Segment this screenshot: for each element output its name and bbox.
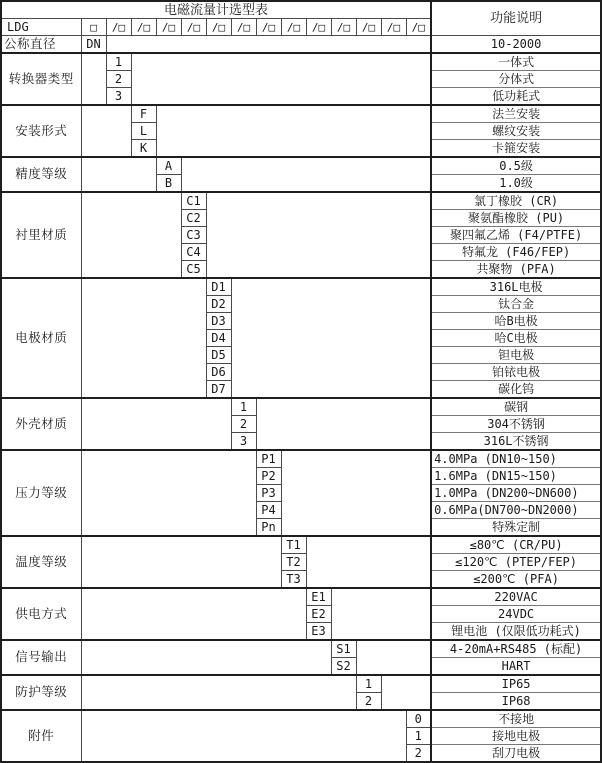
- section-label: 转换器类型: [1, 53, 81, 105]
- section-label: 衬里材质: [1, 192, 81, 278]
- code-cell: S1: [331, 640, 356, 658]
- model-code-slot: /□: [156, 19, 181, 36]
- code-cell: 2: [406, 745, 431, 763]
- function-cell: IP65: [431, 675, 601, 693]
- code-cell: A: [156, 157, 181, 175]
- function-cell: 钛合金: [431, 296, 601, 313]
- code-cell: L: [131, 123, 156, 140]
- code-cell: S2: [331, 658, 356, 676]
- function-cell: 聚氨酯橡胶 (PU): [431, 210, 601, 227]
- filler-cell: [81, 450, 256, 536]
- model-code-slot: /□: [281, 19, 306, 36]
- code-cell: C5: [181, 261, 206, 279]
- table-row: [1, 536, 601, 554]
- function-cell: HART: [431, 658, 601, 676]
- table-row: [1, 192, 601, 210]
- filler-cell: [81, 640, 331, 675]
- model-code-slot: /□: [331, 19, 356, 36]
- function-cell: 哈C电极: [431, 330, 601, 347]
- function-cell: 1.0MPa (DN200~DN600): [431, 485, 601, 502]
- function-cell: 特殊定制: [431, 519, 601, 537]
- function-cell: 哈B电极: [431, 313, 601, 330]
- filler-cell: [106, 36, 431, 54]
- code-cell: E2: [306, 606, 331, 623]
- function-cell: 1.6MPa (DN15~150): [431, 468, 601, 485]
- code-cell: D4: [206, 330, 231, 347]
- model-code-slot: /□: [406, 19, 431, 36]
- section-label: 压力等级: [1, 450, 81, 536]
- table-row: [1, 278, 601, 296]
- code-cell: 3: [106, 88, 131, 106]
- code-cell: D6: [206, 364, 231, 381]
- function-cell: 低功耗式: [431, 88, 601, 106]
- page-title: 电磁流量计选型表: [1, 1, 431, 19]
- code-cell: P1: [256, 450, 281, 468]
- title-row: [1, 1, 601, 19]
- model-code-slot: /□: [131, 19, 156, 36]
- code-cell: D2: [206, 296, 231, 313]
- code-cell: T1: [281, 536, 306, 554]
- section-label: 附件: [1, 710, 81, 762]
- code-cell: F: [131, 105, 156, 123]
- function-cell: 不接地: [431, 710, 601, 728]
- code-cell: P4: [256, 502, 281, 519]
- function-cell: 316L电极: [431, 278, 601, 296]
- function-cell: 锂电池 (仅限低功耗式): [431, 623, 601, 641]
- code-cell: B: [156, 175, 181, 193]
- model-code-slot: /□: [256, 19, 281, 36]
- function-cell: 220VAC: [431, 588, 601, 606]
- filler-cell: [81, 710, 406, 762]
- function-cell: 氯丁橡胶 (CR): [431, 192, 601, 210]
- code-cell: 1: [406, 728, 431, 745]
- code-cell: P2: [256, 468, 281, 485]
- section-label: 安装形式: [1, 105, 81, 157]
- code-cell: C1: [181, 192, 206, 210]
- table-row: [1, 588, 601, 606]
- section-label: 精度等级: [1, 157, 81, 192]
- code-cell: D3: [206, 313, 231, 330]
- function-cell: ≤80℃ (CR/PU): [431, 536, 601, 554]
- section-label: 温度等级: [1, 536, 81, 588]
- table-row: [1, 450, 601, 468]
- filler-cell: [81, 398, 231, 450]
- function-cell: 法兰安装: [431, 105, 601, 123]
- function-cell: 接地电极: [431, 728, 601, 745]
- function-column-header: 功能说明: [431, 1, 601, 36]
- section-label: 公称直径: [1, 36, 81, 54]
- filler-cell: [256, 398, 431, 450]
- section-label: 外壳材质: [1, 398, 81, 450]
- model-code-slot: /□: [381, 19, 406, 36]
- table-row: [1, 157, 601, 175]
- function-cell: IP68: [431, 693, 601, 711]
- table-row: [1, 640, 601, 658]
- filler-cell: [206, 192, 431, 278]
- function-cell: 4-20mA+RS485 (标配): [431, 640, 601, 658]
- filler-cell: [231, 278, 431, 398]
- function-cell: 刮刀电极: [431, 745, 601, 763]
- code-cell: 0: [406, 710, 431, 728]
- function-cell: 特氟龙 (F46/FEP): [431, 244, 601, 261]
- function-cell: 0.5级: [431, 157, 601, 175]
- section-label: 电极材质: [1, 278, 81, 398]
- function-cell: 316L不锈钢: [431, 433, 601, 451]
- code-cell: 1: [231, 398, 256, 416]
- filler-cell: [356, 640, 431, 675]
- function-cell: 24VDC: [431, 606, 601, 623]
- table-row: [1, 398, 601, 416]
- code-cell: 1: [106, 53, 131, 71]
- code-cell: Pn: [256, 519, 281, 537]
- model-code-slot: /□: [356, 19, 381, 36]
- code-cell: 2: [106, 71, 131, 88]
- section-label: 供电方式: [1, 588, 81, 640]
- section-label: 防护等级: [1, 675, 81, 710]
- code-cell: P3: [256, 485, 281, 502]
- filler-cell: [331, 588, 431, 640]
- filler-cell: [81, 105, 131, 157]
- code-cell: E1: [306, 588, 331, 606]
- filler-cell: [81, 192, 181, 278]
- filler-cell: [81, 278, 206, 398]
- function-cell: 钽电极: [431, 347, 601, 364]
- function-cell: 4.0MPa (DN10~150): [431, 450, 601, 468]
- function-cell: ≤200℃ (PFA): [431, 571, 601, 589]
- function-cell: 分体式: [431, 71, 601, 88]
- filler-cell: [81, 675, 356, 710]
- function-cell: 1.0级: [431, 175, 601, 193]
- filler-cell: [81, 157, 156, 192]
- model-code-slot: /□: [306, 19, 331, 36]
- function-cell: 0.6MPa(DN700~DN2000): [431, 502, 601, 519]
- filler-cell: [81, 588, 306, 640]
- model-code-slot: /□: [181, 19, 206, 36]
- code-cell: K: [131, 140, 156, 158]
- code-cell: DN: [81, 36, 106, 54]
- table-row: [1, 675, 601, 693]
- function-cell: ≤120℃ (PTEP/FEP): [431, 554, 601, 571]
- code-cell: 3: [231, 433, 256, 451]
- table-row: [1, 710, 601, 728]
- table-row: [1, 36, 601, 54]
- function-cell: 螺纹安装: [431, 123, 601, 140]
- function-cell: 一体式: [431, 53, 601, 71]
- function-cell: 碳钢: [431, 398, 601, 416]
- code-cell: C4: [181, 244, 206, 261]
- code-cell: T2: [281, 554, 306, 571]
- filler-cell: [131, 53, 431, 105]
- function-cell: 304不锈钢: [431, 416, 601, 433]
- model-code-slot: /□: [106, 19, 131, 36]
- function-cell: 共聚物 (PFA): [431, 261, 601, 279]
- filler-cell: [156, 105, 431, 157]
- code-cell: C2: [181, 210, 206, 227]
- function-cell: 卡箍安装: [431, 140, 601, 158]
- function-cell: 碳化钨: [431, 381, 601, 399]
- filler-cell: [181, 157, 431, 192]
- code-cell: 2: [231, 416, 256, 433]
- function-cell: 10-2000: [431, 36, 601, 54]
- table-row: [1, 53, 601, 71]
- code-cell: D7: [206, 381, 231, 399]
- model-code-slot: /□: [231, 19, 256, 36]
- model-code-box: □: [81, 19, 106, 36]
- code-cell: 2: [356, 693, 381, 711]
- function-cell: 铂铱电极: [431, 364, 601, 381]
- code-cell: T3: [281, 571, 306, 589]
- filler-cell: [306, 536, 431, 588]
- code-cell: C3: [181, 227, 206, 244]
- section-label: 信号输出: [1, 640, 81, 675]
- model-prefix: LDG: [1, 19, 81, 36]
- filler-cell: [81, 53, 106, 105]
- table-row: [1, 105, 601, 123]
- code-cell: D5: [206, 347, 231, 364]
- model-code-slot: /□: [206, 19, 231, 36]
- code-cell: D1: [206, 278, 231, 296]
- code-cell: E3: [306, 623, 331, 641]
- filler-cell: [281, 450, 431, 536]
- filler-cell: [381, 675, 431, 710]
- selection-table-body: [1, 1, 601, 762]
- function-cell: 聚四氟乙烯 (F4/PTFE): [431, 227, 601, 244]
- filler-cell: [81, 536, 281, 588]
- code-cell: 1: [356, 675, 381, 693]
